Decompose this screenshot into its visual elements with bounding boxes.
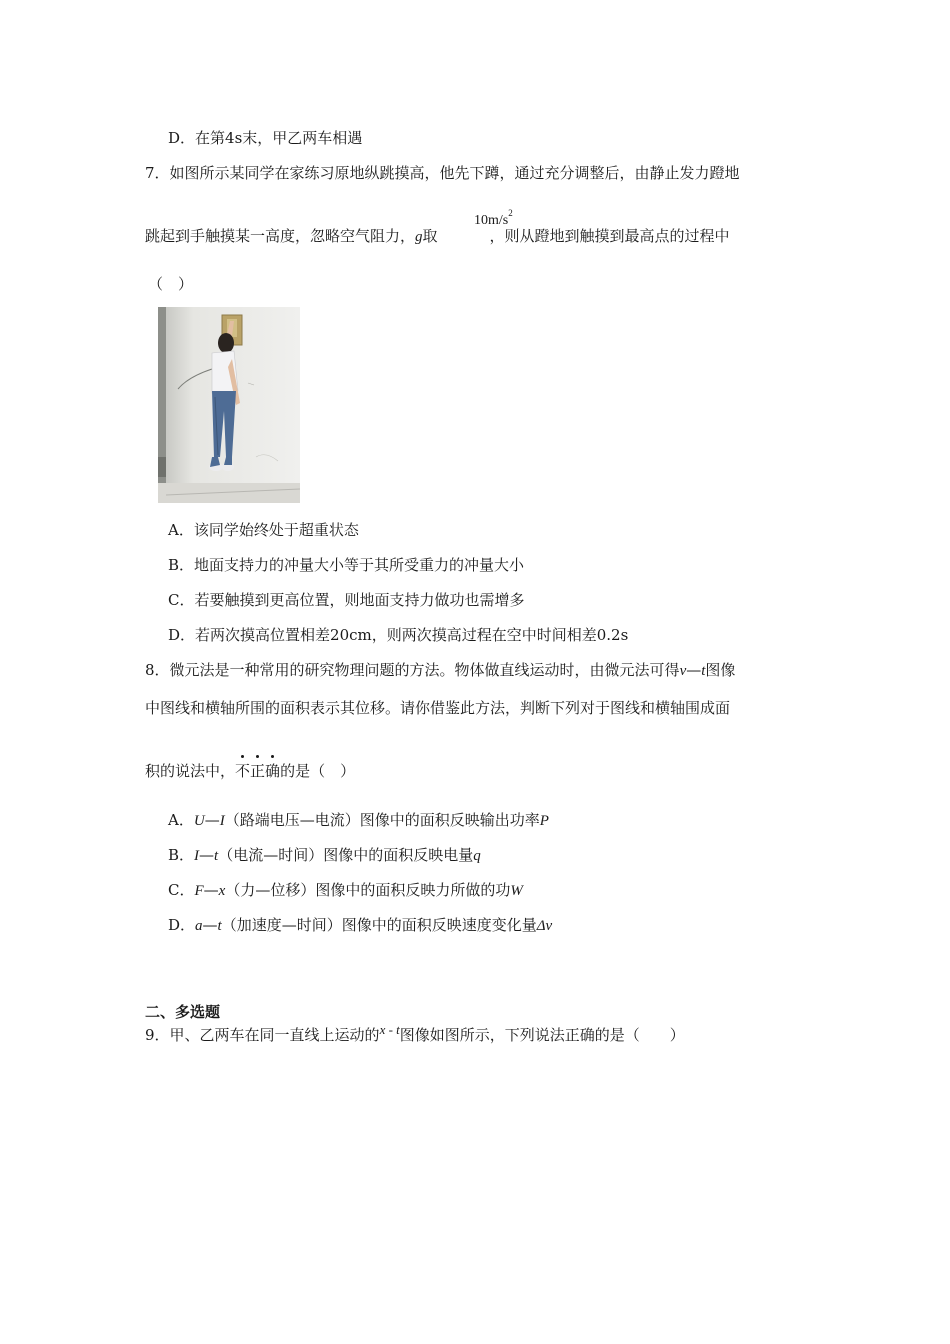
stem-text: ，则从蹬地到触摸到最高点的过程中 xyxy=(489,227,730,245)
option-text: 地面支持力的冲量大小等于其所受重力的冲量大小 xyxy=(194,556,525,574)
option-text: 若要触摸到更高位置，则地面支持力做功也需增多 xyxy=(194,591,525,609)
dash: — xyxy=(202,916,218,934)
emphasis-char: 不 xyxy=(235,762,251,780)
var: a xyxy=(195,918,203,934)
option-letter: B． xyxy=(168,846,195,864)
option-text: 在第4s末，甲乙两车相遇 xyxy=(195,129,363,147)
q8-option-b xyxy=(168,845,481,866)
q9-stem xyxy=(145,1022,685,1046)
stem-text: 如图所示某同学在家练习原地纵跳摸高，他先下蹲，通过充分调整后，由静止发力蹬地 xyxy=(169,164,740,182)
dash: — xyxy=(199,846,215,864)
q8-option-d xyxy=(168,915,552,936)
q7-option-a xyxy=(168,520,359,540)
q8-option-a xyxy=(168,810,549,831)
q6-option-d xyxy=(168,128,362,148)
var: F xyxy=(194,883,204,899)
var-v: v xyxy=(679,663,687,679)
stem-text: 微元法是一种常用的研究物理问题的方法。物体做直线运动时，由微元法可得 xyxy=(169,661,680,679)
stem-text: 图像如图所示，下列说法正确的是（ ） xyxy=(399,1026,685,1044)
option-letter: A． xyxy=(168,521,194,539)
var: Δv xyxy=(536,918,553,934)
option-text: 若两次摸高位置相差20cm，则两次摸高过程在空中时间相差0.2s xyxy=(195,626,629,644)
section-title: 二、多选题 xyxy=(145,1003,221,1021)
q7-option-d xyxy=(168,625,628,645)
dash: — xyxy=(204,811,220,829)
option-letter: B． xyxy=(168,556,195,574)
option-text: 该同学始终处于超重状态 xyxy=(193,521,359,539)
option-text: （力—位移）图像中的面积反映力所做的功 xyxy=(225,881,511,899)
var: t xyxy=(214,848,219,864)
dash: — xyxy=(686,661,702,679)
q8-stem-line1 xyxy=(145,660,735,681)
q8-stem-line2: 中图线和横轴所围的面积表示其位移。请你借鉴此方法，判断下列对于图线和横轴围成面 xyxy=(145,699,731,717)
stem-text: 取 xyxy=(422,227,438,245)
jump-photo xyxy=(158,307,300,503)
var-t: t xyxy=(701,663,706,679)
dash: — xyxy=(203,881,219,899)
var: W xyxy=(510,883,523,899)
q7-stem-line1 xyxy=(145,163,740,183)
question-number: 8． xyxy=(145,661,170,679)
xt-symbol: x - t xyxy=(379,1022,400,1037)
var: t xyxy=(217,918,222,934)
var: U xyxy=(193,813,205,829)
var: q xyxy=(473,848,481,864)
g-symbol: g xyxy=(415,229,423,245)
emphasis-char: 正 xyxy=(250,762,266,780)
option-letter: C． xyxy=(168,591,195,609)
option-text: （路端电压—电流）图像中的面积反映输出功率 xyxy=(224,811,540,829)
stem-text: 跳起到手触摸某一高度，忽略空气阻力， xyxy=(145,227,416,245)
option-letter: C． xyxy=(168,881,195,899)
q7-bracket: （ ） xyxy=(148,275,194,293)
option-letter: D． xyxy=(168,916,196,934)
option-letter: D． xyxy=(168,626,196,644)
var: I xyxy=(194,848,200,864)
question-number: 9． xyxy=(145,1026,170,1044)
var: I xyxy=(219,813,225,829)
option-letter: A． xyxy=(168,811,194,829)
q8-option-c xyxy=(168,880,523,901)
stem-text: 甲、乙两车在同一直线上运动的 xyxy=(169,1026,380,1044)
question-number: 7． xyxy=(145,164,170,182)
exponent: 2 xyxy=(508,208,513,218)
g-value: $10m/s^2$ xyxy=(474,208,513,228)
var: P xyxy=(539,813,549,829)
option-text: （电流—时间）图像中的面积反映电量 xyxy=(218,846,474,864)
emphasis-char: 确 xyxy=(265,762,281,780)
q7-stem-line2 xyxy=(145,226,730,247)
var: x xyxy=(218,883,226,899)
q7-option-c xyxy=(168,590,525,610)
stem-text: 积的说法中， xyxy=(145,762,236,780)
option-text: （加速度—时间）图像中的面积反映速度变化量 xyxy=(221,916,537,934)
q7-option-b xyxy=(168,555,524,575)
option-letter: D． xyxy=(168,129,196,147)
stem-text: 图像 xyxy=(705,661,736,679)
stem-text: 的是（ ） xyxy=(280,762,356,780)
q8-stem-line3 xyxy=(145,761,355,781)
